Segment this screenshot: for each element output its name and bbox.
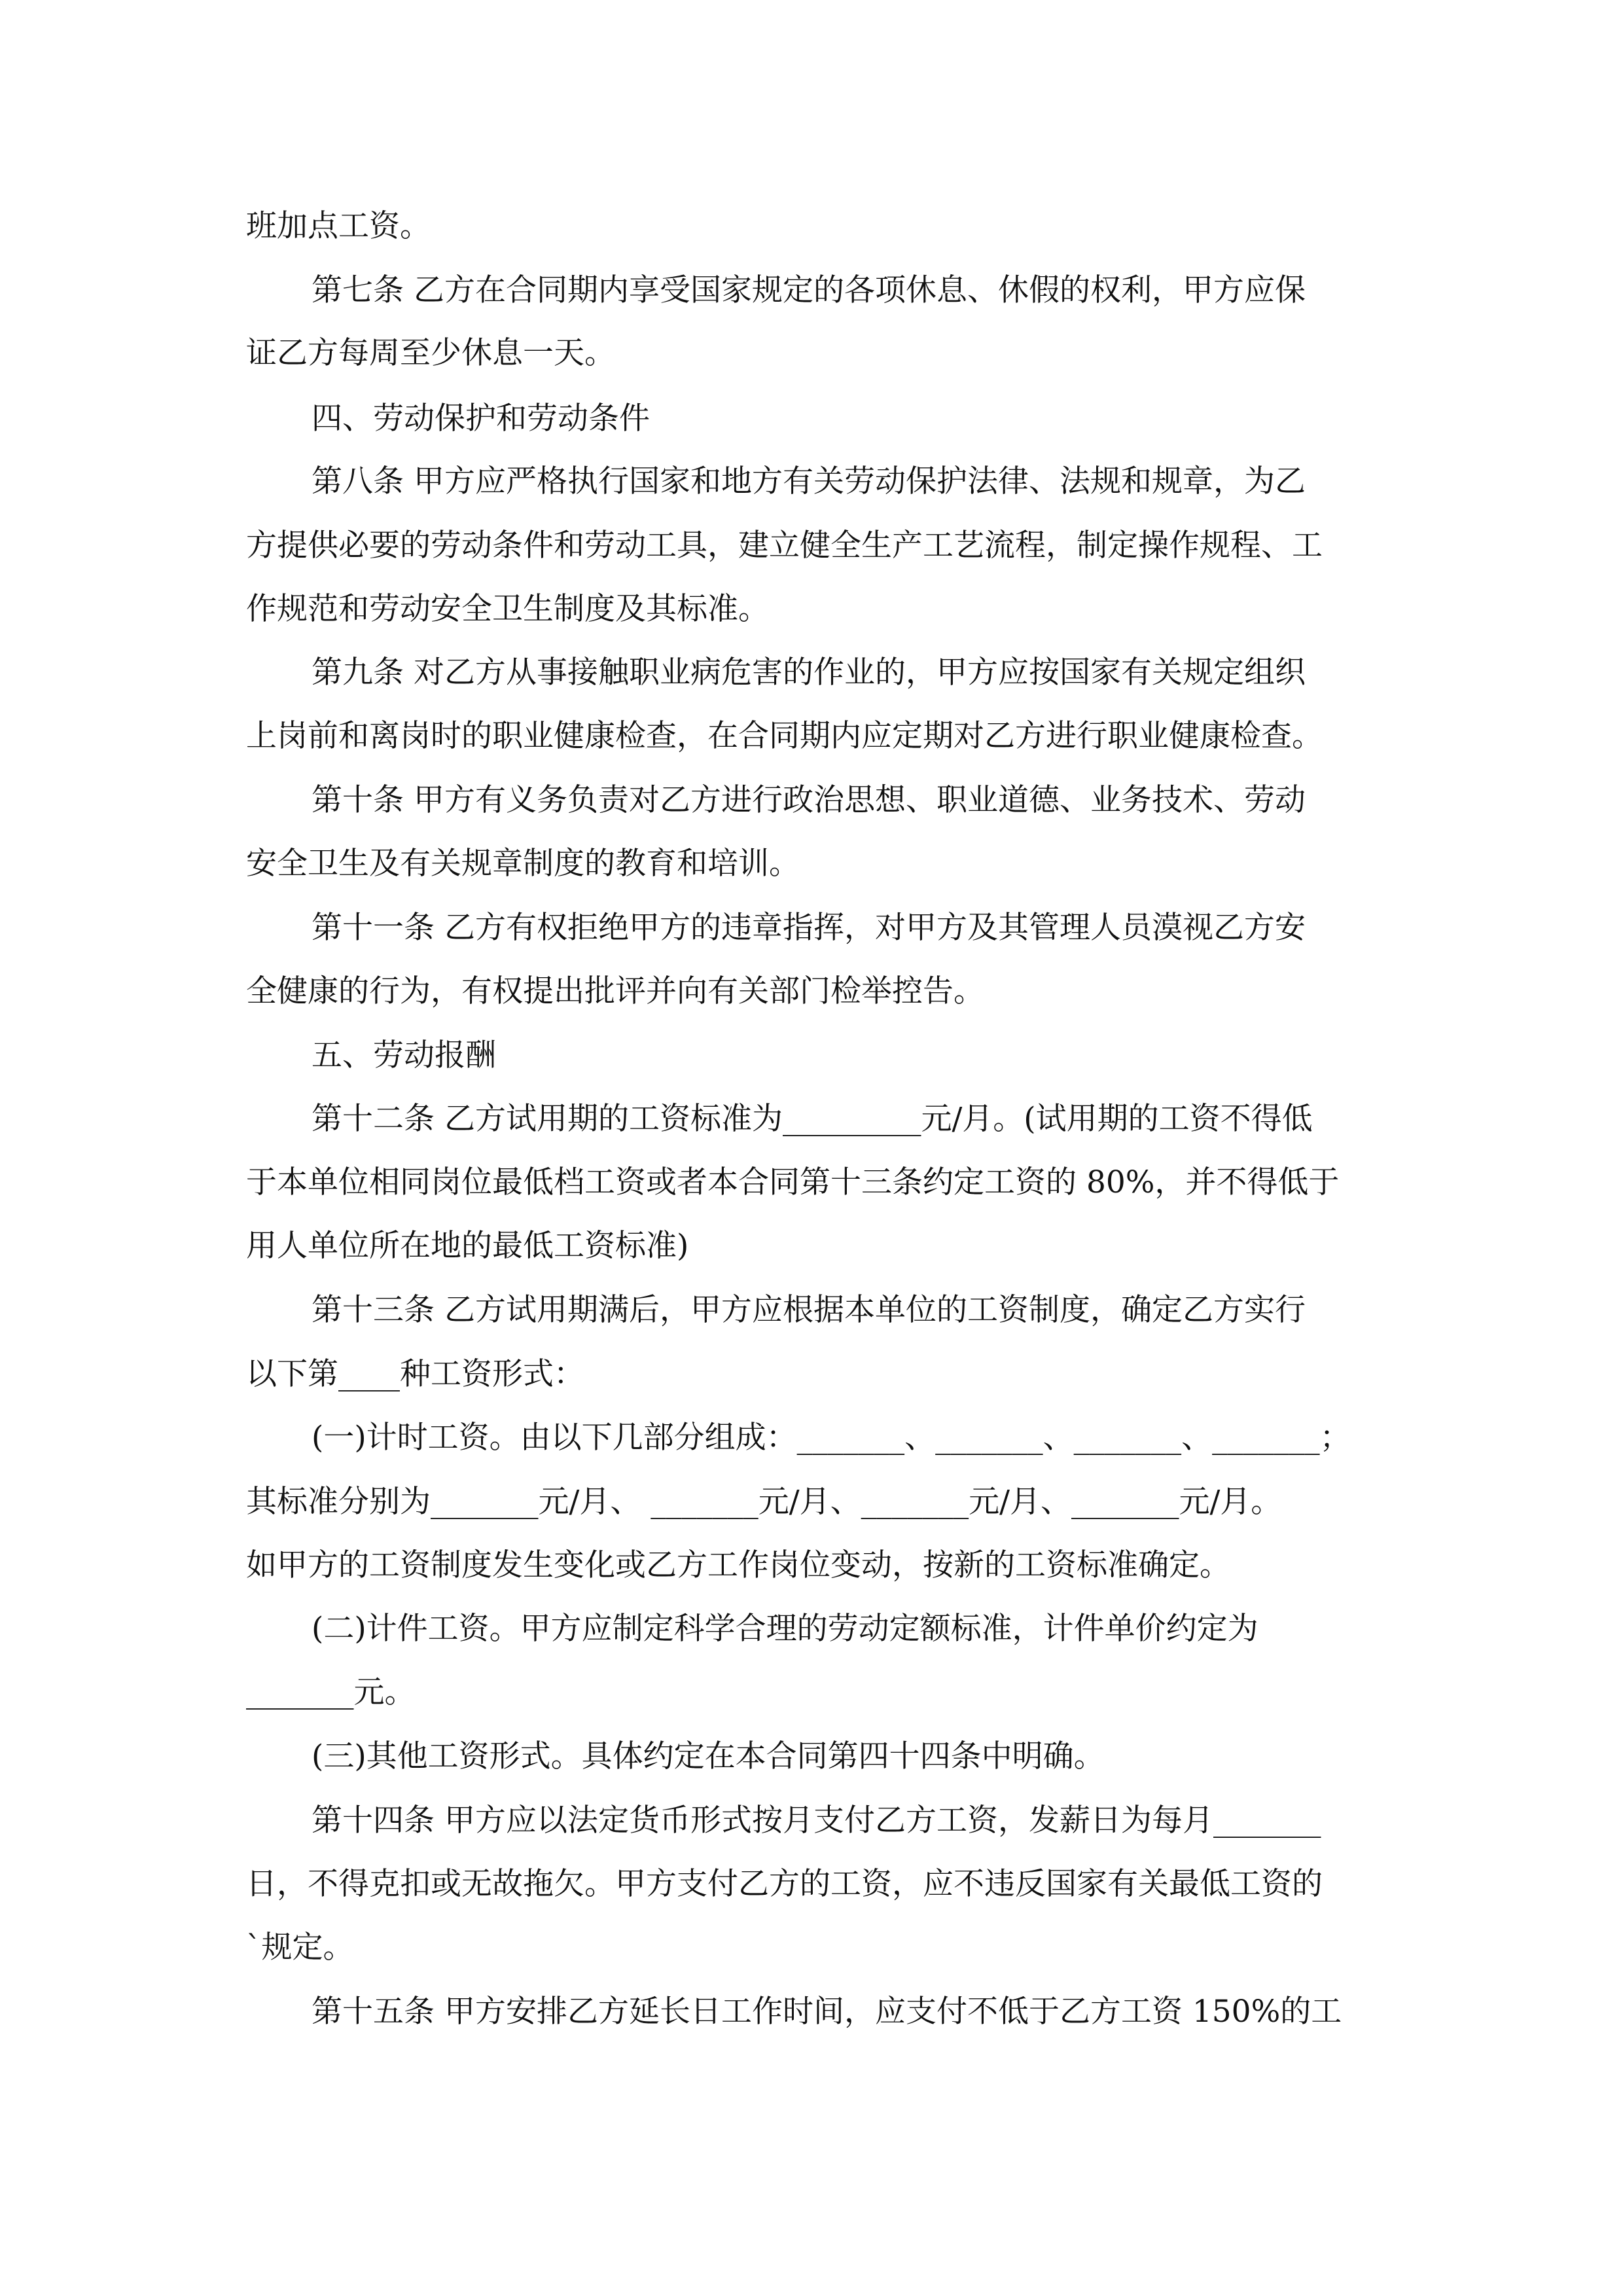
- article-15-line: 第十五条 甲方安排乙方延长日工作时间，应支付不低于乙方工资 150%的工: [312, 1994, 1342, 2030]
- article-12-line: 第十二条 乙方试用期的工资标准为_________元/月。(试用期的工资不得低: [312, 1101, 1313, 1137]
- article-13-line: 第十三条 乙方试用期满后，甲方应根据本单位的工资制度，确定乙方实行: [312, 1292, 1306, 1328]
- article-9-line: 第九条 对乙方从事接触职业病危害的作业的，甲方应按国家有关规定组织: [312, 655, 1306, 691]
- article-11-line: 第十一条 乙方有权拒绝甲方的违章指挥，对甲方及其管理人员漠视乙方安: [312, 910, 1306, 946]
- article-10-line: 第十条 甲方有义务负责对乙方进行政治思想、职业道德、业务技术、劳动: [312, 782, 1306, 818]
- text-line: 全健康的行为，有权提出批评并向有关部门检举控告。: [246, 973, 984, 1009]
- article-7-line: 第七条 乙方在合同期内享受国家规定的各项休息、休假的权利，甲方应保: [312, 272, 1306, 308]
- text-line: 其标准分别为_______元/月、 _______元/月、_______元/月、_______元/月。: [246, 1484, 1282, 1520]
- article-8-line: 第八条 甲方应严格执行国家和地方有关劳动保护法律、法规和规章，为乙: [312, 463, 1306, 499]
- section-heading-5: 五、劳动报酬: [312, 1037, 496, 1073]
- text-line: 作规范和劳动安全卫生制度及其标准。: [246, 591, 769, 627]
- item-2-line: (二)计件工资。甲方应制定科学合理的劳动定额标准，计件单价约定为: [312, 1611, 1258, 1647]
- text-line: 以下第____种工资形式：: [246, 1356, 584, 1392]
- text-line: 证乙方每周至少休息一天。: [246, 335, 615, 371]
- text-line: _______元。: [246, 1674, 416, 1710]
- text-line: 上岗前和离岗时的职业健康检查，在合同期内应定期对乙方进行职业健康检查。: [246, 718, 1323, 754]
- item-3-line: (三)其他工资形式。具体约定在本合同第四十四条中明确。: [312, 1738, 1105, 1774]
- item-1-line: (一)计时工资。由以下几部分组成：_______、_______、_______、_______；: [312, 1420, 1351, 1456]
- text-line: `规定。: [246, 1929, 354, 1965]
- article-14-line: 第十四条 甲方应以法定货币形式按月支付乙方工资，发薪日为每月_______: [312, 1803, 1321, 1839]
- text-line: 班加点工资。: [246, 208, 431, 244]
- text-line: 用人单位所在地的最低工资标准): [246, 1228, 689, 1264]
- text-line: 于本单位相同岗位最低档工资或者本合同第十三条约定工资的 80%，并不得低于: [246, 1164, 1340, 1200]
- section-heading-4: 四、劳动保护和劳动条件: [312, 401, 650, 437]
- text-line: 如甲方的工资制度发生变化或乙方工作岗位变动，按新的工资标准确定。: [246, 1547, 1230, 1583]
- text-line: 方提供必要的劳动条件和劳动工具，建立健全生产工艺流程，制定操作规程、工: [246, 528, 1323, 564]
- text-line: 日，不得克扣或无故拖欠。甲方支付乙方的工资，应不违反国家有关最低工资的: [246, 1866, 1323, 1902]
- text-line: 安全卫生及有关规章制度的教育和培训。: [246, 846, 800, 882]
